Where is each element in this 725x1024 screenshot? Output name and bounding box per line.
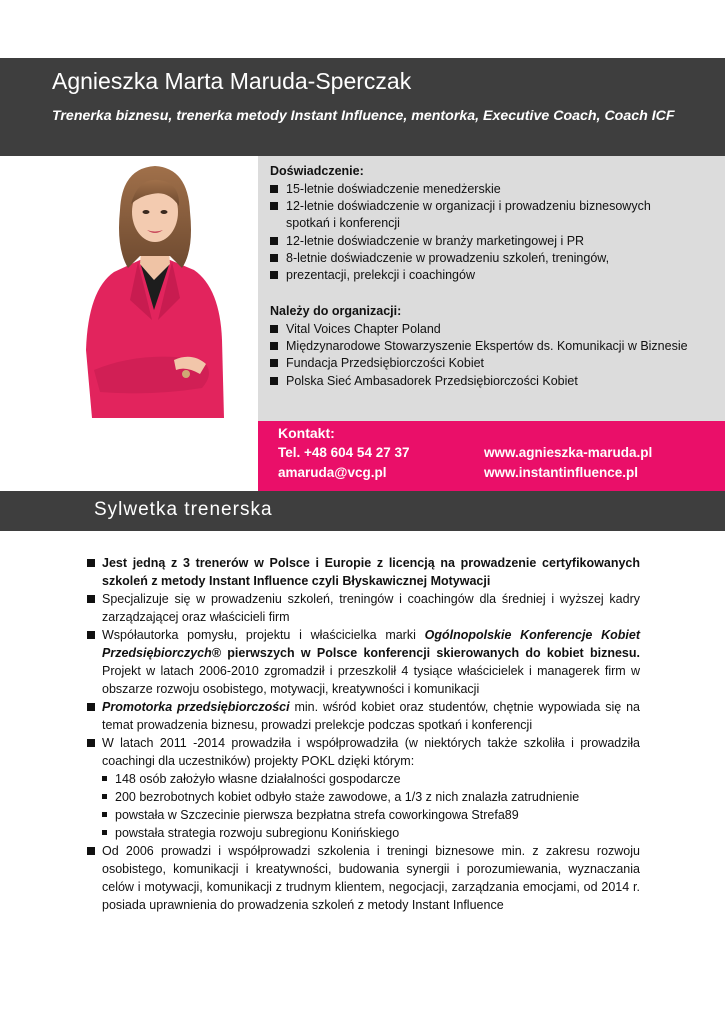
bullet-square-icon: [270, 342, 278, 350]
experience-title: Doświadczenie:: [270, 164, 364, 178]
sub-list-item: 148 osób założyło własne działalności gospodarcze: [86, 770, 640, 788]
bullet-small-square-icon: [102, 812, 107, 817]
bullet-square-icon: [87, 595, 95, 603]
organizations-title: Należy do organizacji:: [270, 304, 402, 318]
bullet-square-icon: [270, 237, 278, 245]
bullet-square-icon: [270, 254, 278, 262]
bullet-square-icon: [270, 325, 278, 333]
bullet-square-icon: [87, 847, 95, 855]
bullet-square-icon: [270, 185, 278, 193]
list-item: 12-letnie doświadczenie w branży marketingowej i PR: [270, 233, 651, 250]
list-item: prezentacji, prelekcji i coachingów: [270, 267, 651, 284]
bullet-square-icon: [87, 739, 95, 747]
person-subtitle: Trenerka biznesu, trenerka metody Instant Influence, mentorka, Executive Coach, Coach ICF: [52, 108, 675, 124]
sub-list-item: powstała strategia rozwoju subregionu Konińskiego: [86, 824, 640, 842]
list-item: Jest jedną z 3 trenerów w Polsce i Europie z licencją na prowadzenie certyfikowanych szkoleń z metody Instant Influence czyli Błyskawicznej Motywacji: [86, 554, 640, 590]
list-item: 12-letnie doświadczenie w organizacji i prowadzeniu biznesowych: [270, 198, 651, 215]
person-name: Agnieszka Marta Maruda-Sperczak: [52, 68, 412, 94]
section-header-bar: [0, 491, 725, 531]
list-item: Promotorka przedsiębiorczości min. wśród kobiet oraz studentów, chętnie wypowiada się na temat prowadzenia biznesu, prowadzi prelekcje podczas spotkań i konferencji: [86, 698, 640, 734]
list-item: Międzynarodowe Stowarzyszenie Ekspertów ds. Komunikacji w Biznesie: [270, 338, 688, 355]
header-bar: [0, 58, 725, 156]
bullet-small-square-icon: [102, 794, 107, 799]
bullet-small-square-icon: [102, 830, 107, 835]
contact-website-link[interactable]: www.agnieszka-maruda.pl: [484, 445, 653, 460]
experience-list: [270, 181, 651, 284]
contact-website-link[interactable]: www.instantinfluence.pl: [484, 465, 639, 480]
bullet-square-icon: [87, 631, 95, 639]
bullet-small-square-icon: [102, 776, 107, 781]
bullet-square-icon: [270, 377, 278, 385]
list-item-continuation: spotkań i konferencji: [286, 216, 400, 231]
contact-phone[interactable]: Tel. +48 604 54 27 37: [278, 445, 410, 460]
contact-title: Kontakt:: [278, 425, 335, 441]
contact-panel: [258, 421, 725, 491]
list-item: 15-letnie doświadczenie menedżerskie: [270, 181, 651, 198]
bullet-square-icon: [270, 202, 278, 210]
info-panel: [258, 156, 725, 421]
portrait-photo: [82, 160, 226, 418]
list-item: Vital Voices Chapter Poland: [270, 321, 688, 338]
profile-list: [86, 554, 640, 914]
list-item: 8-letnie doświadczenie w prowadzeniu szkoleń, treningów,: [270, 250, 651, 267]
list-item: Polska Sieć Ambasadorek Przedsiębiorczości Kobiet: [270, 373, 688, 390]
list-item: Od 2006 prowadzi i współprowadzi szkolenia i treningi biznesowe min. z zakresu rozwoju osobistego, komunikacji i kreatywności, budowania synergii i porozumiewania, wyznaczania celów i motywacji, komunikacji z trudnym klientem, negocjacji, zarządzania emocjami, od 2014 r. posiada uprawnienia do prowadzenia szkoleń z metody Instant Influence: [86, 842, 640, 914]
organizations-list: [270, 321, 688, 390]
list-item: Fundacja Przedsiębiorczości Kobiet: [270, 355, 688, 372]
bullet-square-icon: [87, 703, 95, 711]
bullet-square-icon: [270, 271, 278, 279]
list-item: W latach 2011 -2014 prowadziła i współprowadziła (w niektórych także szkoliła i prowadziła coachingi dla uczestników) projekty POKL dzięki którym:: [86, 734, 640, 770]
list-item: Specjalizuje się w prowadzeniu szkoleń, treningów i coachingów dla średniej i wyższej kadry zarządzającej oraz właścicieli firm: [86, 590, 640, 626]
list-item: Współautorka pomysłu, projektu i właścicielka marki Ogólnopolskie Konferencje Kobiet Przedsiębiorczych® pierwszych w Polsce konferencji skierowanych do kobiet biznesu. Projekt w latach 2006-2010 zgromadził i przeszkolił 4 tysiące właścicielek i managerek firm w obszarze rozwoju osobistego, motywacji, kreatywności i komunikacji: [86, 626, 640, 698]
sub-list-item: powstała w Szczecinie pierwsza bezpłatna strefa coworkingowa Strefa89: [86, 806, 640, 824]
contact-email[interactable]: amaruda@vcg.pl: [278, 465, 387, 480]
bullet-square-icon: [270, 359, 278, 367]
section-title: Sylwetka trenerska: [94, 499, 273, 520]
bullet-square-icon: [87, 559, 95, 567]
sub-list-item: 200 bezrobotnych kobiet odbyło staże zawodowe, a 1/3 z nich znalazła zatrudnienie: [86, 788, 640, 806]
